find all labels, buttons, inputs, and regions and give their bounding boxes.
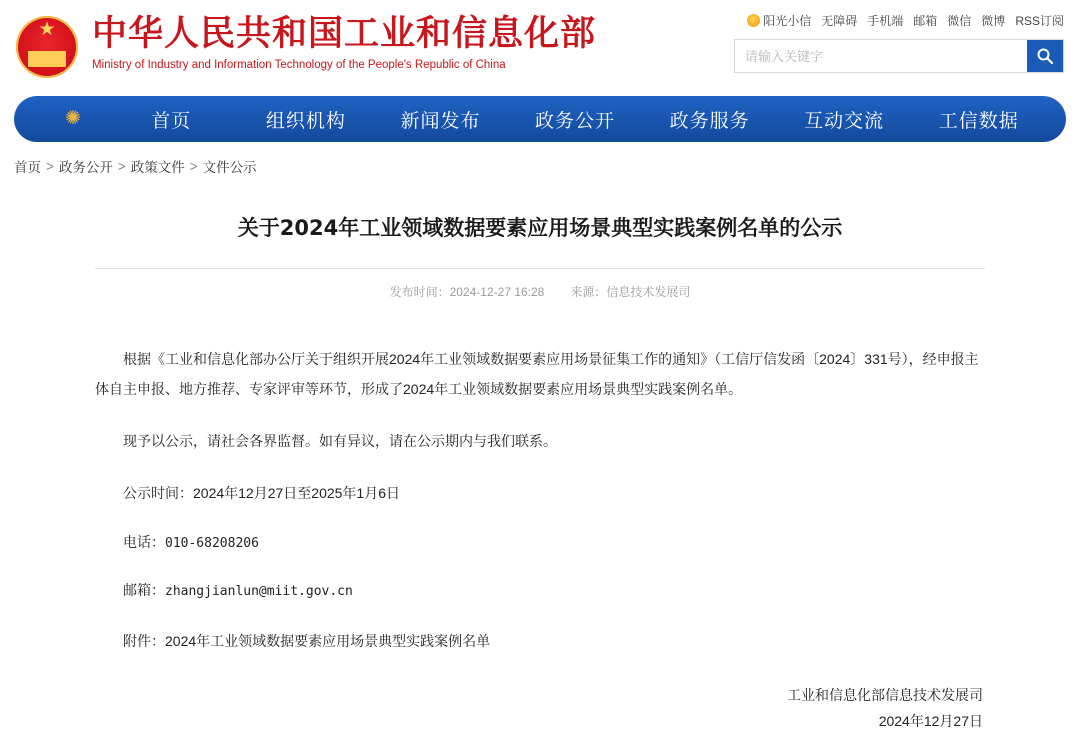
nav-item-data[interactable]: 工信数据 bbox=[938, 109, 1019, 132]
attachment-line[interactable]: 附件：2024年工业领域数据要素应用场景典型实践案例名单 bbox=[123, 633, 491, 649]
article-source-label: 来源： bbox=[570, 285, 607, 299]
breadcrumb bbox=[14, 156, 1080, 176]
top-links bbox=[734, 10, 1064, 30]
sun-icon bbox=[747, 14, 760, 27]
article-body bbox=[95, 344, 985, 656]
top-link-mail[interactable]: 邮箱 bbox=[913, 13, 938, 28]
search-button[interactable] bbox=[1027, 40, 1063, 72]
site-header bbox=[0, 0, 1080, 90]
search-input[interactable] bbox=[735, 40, 1027, 72]
site-title-en: Ministry of Industry and Information Technology of the People's Republic of China bbox=[92, 59, 506, 71]
nav-item-organization[interactable]: 组织机构 bbox=[265, 109, 346, 132]
breadcrumb-separator: > bbox=[189, 158, 198, 174]
top-link-sunshine-label: 阳光小信 bbox=[763, 13, 812, 28]
site-title-cn: 中华人民共和国工业和信息化部 bbox=[92, 14, 597, 54]
signature-date: 2024年12月27日 bbox=[878, 713, 983, 729]
breadcrumb-item-policy-documents[interactable]: 政策文件 bbox=[130, 160, 185, 175]
nav-item-news[interactable]: 新闻发布 bbox=[400, 109, 481, 132]
page-title: 关于2024年工业领域数据要素应用场景典型实践案例名单的公示 bbox=[237, 216, 843, 240]
contact-phone bbox=[95, 530, 985, 556]
nav-item-services[interactable]: 政务服务 bbox=[669, 109, 750, 132]
header-utility-area bbox=[734, 10, 1064, 73]
publish-time bbox=[390, 283, 545, 300]
breadcrumb-item-home[interactable]: 首页 bbox=[14, 160, 41, 175]
top-link-sunshine[interactable] bbox=[747, 12, 811, 29]
search-icon bbox=[1036, 47, 1054, 65]
article bbox=[95, 176, 985, 734]
top-link-accessibility[interactable]: 无障碍 bbox=[821, 13, 858, 28]
top-link-rss[interactable]: RSS订阅 bbox=[1015, 13, 1064, 28]
contact-email-label: 邮箱： bbox=[123, 582, 165, 598]
article-source-value: 信息技术发展司 bbox=[606, 285, 691, 299]
top-link-mobile[interactable]: 手机端 bbox=[867, 13, 904, 28]
search-bar bbox=[734, 39, 1064, 73]
main-nav bbox=[14, 96, 1066, 142]
publish-time-value: 2024-12-27 16:28 bbox=[449, 285, 545, 299]
contact-phone-label: 电话： bbox=[123, 534, 165, 550]
breadcrumb-item-document-notice[interactable]: 文件公示 bbox=[202, 160, 257, 175]
article-paragraph: 公示时间：2024年12月27日至2025年1月6日 bbox=[123, 485, 401, 501]
breadcrumb-item-government-affairs[interactable]: 政务公开 bbox=[58, 160, 113, 175]
article-paragraph: 现予以公示，请社会各界监督。如有异议，请在公示期内与我们联系。 bbox=[123, 433, 557, 449]
contact-phone-value: 010-68208206 bbox=[165, 536, 259, 551]
nav-items bbox=[104, 106, 1066, 133]
breadcrumb-separator: > bbox=[117, 158, 126, 174]
breadcrumb-separator: > bbox=[46, 158, 54, 174]
nav-item-interaction[interactable]: 互动交流 bbox=[804, 109, 885, 132]
top-link-wechat[interactable]: 微信 bbox=[947, 13, 972, 28]
contact-block bbox=[95, 530, 985, 604]
nav-item-home[interactable]: 首页 bbox=[151, 109, 192, 132]
nav-item-government-affairs[interactable]: 政务公开 bbox=[535, 109, 616, 132]
article-meta bbox=[95, 269, 985, 300]
contact-email-value: zhangjianlun@miit.gov.cn bbox=[165, 584, 353, 599]
publish-time-label: 发布时间： bbox=[389, 285, 450, 299]
article-paragraph: 根据《工业和信息化部办公厅关于组织开展2024年工业领域数据要素应用场景征集工作的通知》（工信厅信发函〔2024〕331号），经申报主体自主申报、地方推荐、专家评审等环节，形成了2024年工业领域数据要素应用场景典型实践案例名单。 bbox=[95, 351, 979, 397]
article-signature bbox=[95, 682, 985, 734]
miit-logo-icon: ✺ bbox=[65, 108, 81, 129]
site-title-block bbox=[92, 10, 596, 73]
article-source bbox=[570, 283, 690, 300]
national-emblem-icon bbox=[16, 16, 78, 78]
top-link-weibo[interactable]: 微博 bbox=[981, 13, 1006, 28]
contact-email bbox=[95, 578, 985, 604]
signature-organization: 工业和信息化部信息技术发展司 bbox=[787, 687, 983, 703]
